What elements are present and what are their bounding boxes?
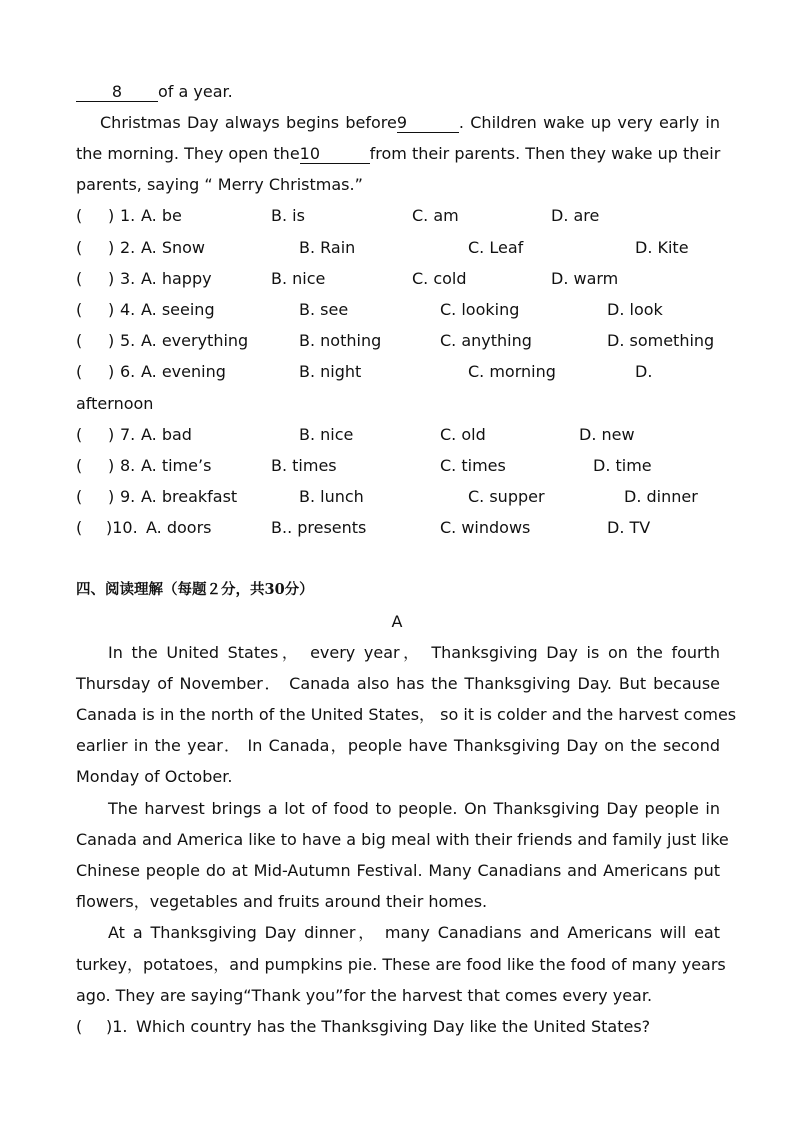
question-number: 8. bbox=[120, 456, 136, 475]
option-d: D. are bbox=[551, 206, 600, 225]
option-b: B. nothing bbox=[299, 331, 382, 350]
cloze-line-2-tail: . Children wake up very early in bbox=[458, 113, 721, 132]
answer-paren-open[interactable]: ( bbox=[76, 456, 83, 475]
paragraph-line: Chinese people do at Mid-Autumn Festival. Many Canadians and Americans put bbox=[76, 861, 720, 880]
option-b: B. see bbox=[299, 300, 349, 319]
option-b: B. nice bbox=[299, 425, 354, 444]
option-a: A. be bbox=[141, 206, 182, 225]
answer-paren-open[interactable]: ( bbox=[76, 206, 83, 225]
question-number: 9. bbox=[120, 487, 136, 506]
option-b: B. Rain bbox=[299, 238, 356, 257]
option-c: C. windows bbox=[440, 518, 531, 537]
answer-paren-open[interactable]: ( bbox=[76, 518, 83, 537]
cloze-line-3-head: the morning. They open the bbox=[76, 144, 300, 163]
option-c: C. old bbox=[440, 425, 486, 444]
paragraph-line: Canada is in the north of the United States， so it is colder and the harvest comes bbox=[76, 705, 737, 724]
answer-paren-close: ) bbox=[108, 425, 115, 444]
option-d: D. bbox=[635, 362, 653, 381]
paragraph-line: turkey，potatoes，and pumpkins pie. These are food like the food of many years bbox=[76, 955, 726, 974]
paragraph-line: Monday of October. bbox=[76, 767, 233, 786]
answer-paren-open[interactable]: ( bbox=[76, 1017, 83, 1036]
question-text: Which country has the Thanksgiving Day like the United States? bbox=[136, 1017, 651, 1036]
question-row-8 bbox=[76, 456, 736, 478]
option-d-continuation: afternoon bbox=[76, 394, 154, 413]
option-d: D. look bbox=[607, 300, 663, 319]
option-a: A. time’s bbox=[141, 456, 212, 475]
passage-label: A bbox=[391, 612, 403, 631]
option-d: D. new bbox=[579, 425, 635, 444]
option-a: A. seeing bbox=[141, 300, 215, 319]
answer-paren-close: ) bbox=[108, 269, 115, 288]
question-number: 7. bbox=[120, 425, 136, 444]
answer-paren-close: ) bbox=[108, 487, 115, 506]
option-c: C. looking bbox=[440, 300, 520, 319]
question-row-7 bbox=[76, 425, 736, 447]
question-number: 6. bbox=[120, 362, 136, 381]
question-row-9 bbox=[76, 487, 736, 509]
paragraph-line: In the United States， every year， Thanksgiving Day is on the fourth bbox=[108, 643, 721, 662]
reading-question-1 bbox=[76, 1017, 736, 1039]
cloze-line-2-head: Christmas Day always begins before bbox=[100, 113, 397, 132]
option-a: A. doors bbox=[146, 518, 212, 537]
cloze-line-3-tail: from their parents. Then they wake up their bbox=[369, 144, 721, 163]
option-b: B. times bbox=[271, 456, 337, 475]
option-d: D. something bbox=[607, 331, 715, 350]
answer-paren-close: ) bbox=[108, 331, 115, 350]
cloze-line-1 bbox=[76, 82, 720, 102]
blank-9: 9 bbox=[397, 114, 459, 133]
question-row-10 bbox=[76, 518, 736, 540]
answer-paren-close: ) bbox=[108, 456, 115, 475]
option-a: A. evening bbox=[141, 362, 226, 381]
option-a: A. Snow bbox=[141, 238, 206, 257]
paragraph-line: earlier in the year． In Canada，people have Thanksgiving Day on the second bbox=[76, 736, 721, 755]
answer-paren-close: ) bbox=[108, 300, 115, 319]
answer-paren-open[interactable]: ( bbox=[76, 425, 83, 444]
question-row-3 bbox=[76, 269, 736, 291]
paragraph-line: The harvest brings a lot of food to people. On Thanksgiving Day people in bbox=[108, 799, 720, 818]
option-c: C. cold bbox=[412, 269, 467, 288]
option-b: B. is bbox=[271, 206, 305, 225]
question-row-2 bbox=[76, 238, 736, 260]
option-a: A. bad bbox=[141, 425, 192, 444]
paragraph-line: At a Thanksgiving Day dinner， many Canadians and Americans will eat bbox=[108, 923, 720, 942]
question-row-4 bbox=[76, 300, 736, 322]
option-a: A. happy bbox=[141, 269, 212, 288]
answer-paren-open[interactable]: ( bbox=[76, 269, 83, 288]
answer-paren-open[interactable]: ( bbox=[76, 300, 83, 319]
answer-paren-close: ) bbox=[108, 362, 115, 381]
option-c: C. am bbox=[412, 206, 459, 225]
question-row-6 bbox=[76, 362, 736, 384]
paragraph-line: Thursday of November． Canada also has the Thanksgiving Day. But because bbox=[76, 674, 720, 693]
option-d: D. Kite bbox=[635, 238, 689, 257]
answer-paren-close: )10. bbox=[106, 518, 138, 537]
option-c: C. times bbox=[440, 456, 506, 475]
option-d: D. warm bbox=[551, 269, 619, 288]
blank-10: 10 bbox=[300, 145, 370, 164]
option-d: D. TV bbox=[607, 518, 651, 537]
question-number: 2. bbox=[120, 238, 136, 257]
option-b: B. nice bbox=[271, 269, 326, 288]
answer-paren-open[interactable]: ( bbox=[76, 487, 83, 506]
cloze-line-2 bbox=[76, 113, 720, 133]
option-c: C. supper bbox=[468, 487, 545, 506]
question-row-1 bbox=[76, 206, 736, 228]
option-c: C. morning bbox=[468, 362, 556, 381]
option-b: B.. presents bbox=[271, 518, 367, 537]
paragraph-line: Canada and America like to have a big meal with their friends and family just like bbox=[76, 830, 729, 849]
question-number: 1. bbox=[120, 206, 136, 225]
option-a: A. breakfast bbox=[141, 487, 238, 506]
answer-paren-open[interactable]: ( bbox=[76, 331, 83, 350]
answer-paren-close: ) bbox=[108, 206, 115, 225]
question-row-5 bbox=[76, 331, 736, 353]
paragraph-line: flowers，vegetables and fruits around their homes. bbox=[76, 892, 488, 911]
option-d: D. dinner bbox=[624, 487, 698, 506]
blank-8: 8 bbox=[76, 83, 158, 102]
option-c: C. anything bbox=[440, 331, 532, 350]
option-c: C. Leaf bbox=[468, 238, 524, 257]
option-a: A. everything bbox=[141, 331, 249, 350]
option-b: B. night bbox=[299, 362, 362, 381]
answer-paren-open[interactable]: ( bbox=[76, 362, 83, 381]
cloze-line-1-tail: of a year. bbox=[158, 82, 233, 101]
question-number: 5. bbox=[120, 331, 136, 350]
section-heading: 四、阅读理解（每题２分，共30分） bbox=[76, 581, 314, 598]
answer-paren-open[interactable]: ( bbox=[76, 238, 83, 257]
answer-paren-close: )1. bbox=[106, 1017, 128, 1036]
question-number: 4. bbox=[120, 300, 136, 319]
option-b: B. lunch bbox=[299, 487, 364, 506]
paragraph-line: ago. They are saying“Thank you”for the harvest that comes every year. bbox=[76, 986, 653, 1005]
question-number: 3. bbox=[120, 269, 136, 288]
cloze-line-3 bbox=[76, 144, 720, 164]
answer-paren-close: ) bbox=[108, 238, 115, 257]
cloze-line-4: parents, saying “ Merry Christmas.” bbox=[76, 175, 363, 194]
option-d: D. time bbox=[593, 456, 652, 475]
